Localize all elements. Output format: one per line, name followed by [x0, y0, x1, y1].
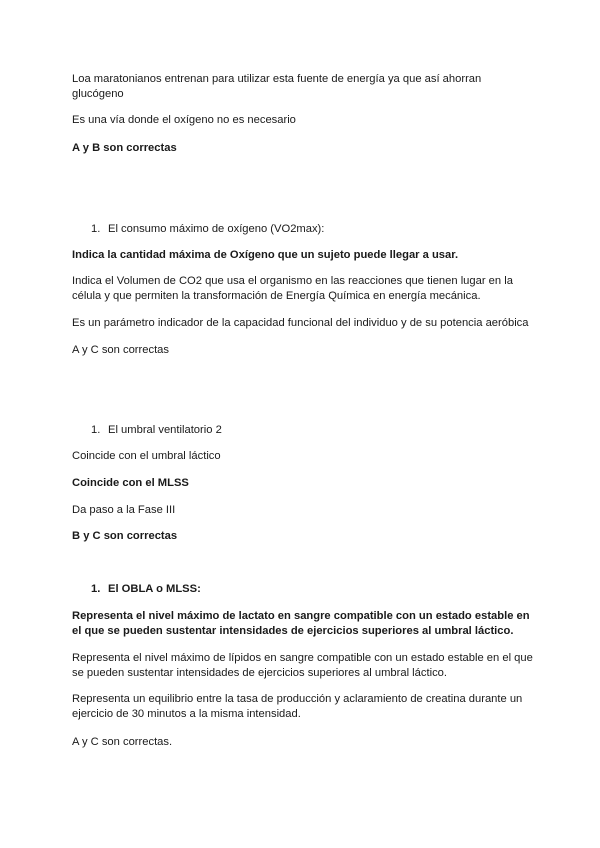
- list-number: 1.: [91, 583, 101, 595]
- block1-answer: A y B son correctas: [72, 142, 177, 154]
- question4-title: El OBLA o MLSS:: [108, 583, 201, 595]
- question4-option-b: Representa el nivel máximo de lípidos en sangre compatible con un estado estable en el que se pueden sustentar intensidades de ejercicios superiores al umbral láctico.: [72, 652, 533, 679]
- question2-option-a: Indica la cantidad máxima de Oxígeno que un sujeto puede llegar a usar.: [72, 249, 459, 261]
- question3-option-b: Coincide con el MLSS: [72, 477, 189, 489]
- question3-option-c: Da paso a la Fase III: [72, 504, 176, 516]
- question2-title: El consumo máximo de oxígeno (VO2max):: [108, 223, 325, 235]
- question2-option-d: A y C son correctas: [72, 344, 169, 356]
- question3-title: El umbral ventilatorio 2: [108, 424, 222, 436]
- question3-option-d: B y C son correctas: [72, 530, 178, 542]
- question2-option-b: Indica el Volumen de CO2 que usa el organismo en las reacciones que tienen lugar en la célula y que permiten la transformación de Energía Química en energía mecánica.: [72, 275, 513, 302]
- question3-option-a: Coincide con el umbral láctico: [72, 450, 221, 462]
- list-number: 1.: [91, 223, 101, 235]
- question4-option-c: Representa un equilibrio entre la tasa de producción y aclaramiento de creatina durante un ejercicio de 30 minutos a la misma intensidad.: [72, 693, 523, 720]
- question4-option-a: Representa el nivel máximo de lactato en sangre compatible con un estado estable en el que se pueden sustentar intensidades de ejercicios superiores al umbral láctico.: [72, 610, 530, 637]
- block1-option-2: Es una vía donde el oxígeno no es necesario: [72, 114, 296, 126]
- question4-option-d: A y C son correctas.: [72, 736, 173, 748]
- question2-option-c: Es un parámetro indicador de la capacidad funcional del individuo y de su potencia aeróbica: [72, 317, 529, 329]
- block1-option-1: Loa maratonianos entrenan para utilizar esta fuente de energía ya que así ahorran glucógeno: [72, 73, 482, 100]
- list-number: 1.: [91, 424, 101, 436]
